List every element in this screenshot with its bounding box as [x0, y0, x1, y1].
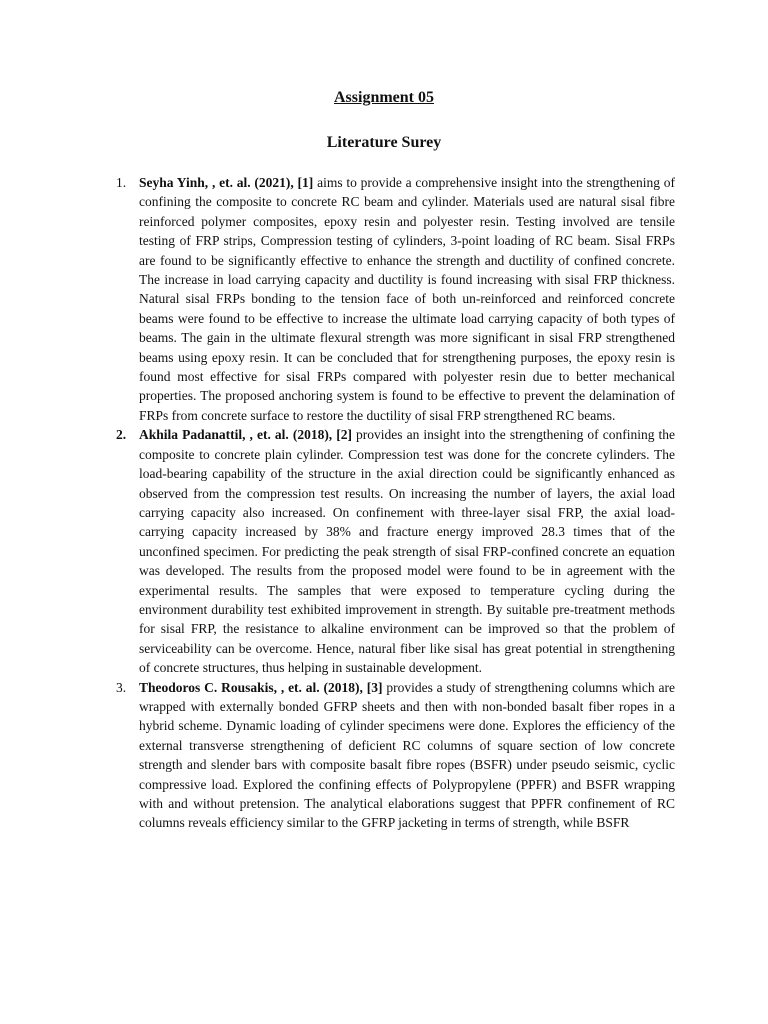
list-item-number: 3.: [116, 679, 127, 695]
list-item-body: [139, 425, 675, 677]
citation-lead: Theodoros C. Rousakis, , et. al. (2018), [3]: [139, 679, 383, 695]
citation-lead: Seyha Yinh, , et. al. (2021), [1]: [139, 175, 314, 190]
citation-lead: Akhila Padanattil, , et. al. (2018), [2]: [139, 427, 352, 443]
list-item-text: aims to provide a comprehensive insight into the strengthening of confining the composite to concrete RC beam and cylinder. Materials used are natural sisal fibre reinforced polymer composites, epoxy resin and polyester resin. Testing involved are tensile testing of FRP strips, Compression testing of cylinders, 3-point loading of RC beam. Sisal FRPs are found to be significantly effective to enhance the strength and ductility of confined concrete. The increase in load carrying capacity and ductility is found increasing with sisal FRP thickness. Natural sisal FRPs bonding to the tension face of both un-reinforced and reinforced concrete beams were found to be effective to increase the ultimate load carrying capacity of both types of beams. The gain in the ultimate flexural strength was more significant in sisal FRP strengthened beams using epoxy resin. It can be concluded that for strengthening purposes, the epoxy resin is found most effective for sisal FRPs compared with polyester resin due to better mechanical properties. The proposed anchoring system is found to be effective to prevent the delamination of FRPs from concrete surface to restore the ductility of sisal FRP strengthened RC beams.: [139, 175, 675, 423]
literature-list: [0, 173, 768, 833]
list-item-text: provides a study of strengthening columns which are wrapped with externally bonded GFRP sheets and then with non-bonded basalt fiber ropes in a hybrid scheme. Dynamic loading of cylinder specimens were done. Explores the efficiency of the external transverse strengthening of deficient RC columns of square section of low concrete strength and slender bars with composite basalt fibre ropes (BSFR) under pseudo seismic, cyclic compressive load. Explored the confining effects of Polypropylene (PPFR) and BSFR wrapping with and without pretension. The analytical elaborations suggest that PPFR confinement of RC columns reveals efficiency similar to the GFRP jacketing in terms of strength, while BSFR: [139, 679, 675, 831]
list-item: [0, 173, 768, 425]
list-item-number: 1.: [116, 175, 127, 190]
list-item-number: 2.: [116, 427, 127, 443]
list-item-body: [139, 173, 675, 425]
page-title: Assignment 05: [333, 89, 434, 106]
list-item-body: [139, 678, 675, 833]
list-item-text: provides an insight into the strengthening of confining the composite to concrete plain cylinder. Compression test was done for the concrete cylinders. The load-bearing capability of the structure in the axial direction could be significantly enhanced as observed from the compression test results. On increasing the number of layers, the axial load carrying capacity also increased. On confinement with three-layer sisal FRP, the axial load-carrying capacity increased by 38% and fracture energy improved 28.3 times that of the unconfined specimen. For predicting the peak strength of sisal FRP-confined concrete an equation was developed. The results from the proposed model were found to be in agreement with the experimental results. The samples that were exposed to temperature cycling during the environment durability test exhibited improvement in strength. By suitable pre-treatment methods for sisal FRP, the resistance to alkaline environment can be improved so that the problem of serviceability can be overcome. Hence, natural fiber like sisal has great potential in strengthening of concrete structures, thus helping in sustainable development.: [139, 427, 675, 676]
list-item: [0, 425, 768, 677]
page-subtitle: Literature Surey: [326, 134, 442, 151]
list-item: [0, 678, 768, 833]
